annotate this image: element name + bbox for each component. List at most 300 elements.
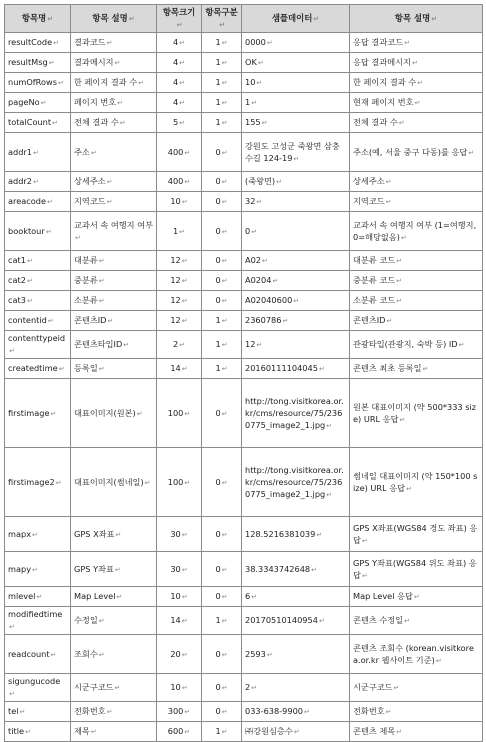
header-item-kind: 항목구분↵: [202, 5, 242, 33]
item-size-cell-text: 12: [170, 275, 181, 285]
sample-data-cell: [242, 587, 350, 607]
sample-data-cell: [242, 113, 350, 133]
item-desc-cell-text: 시군구코드: [74, 682, 114, 692]
cell-end-mark: ↵: [316, 530, 323, 539]
item-desc-cell: [71, 635, 157, 674]
item-size-cell: [157, 674, 202, 702]
item-detail-cell-text: 시군구코드: [353, 682, 393, 692]
cell-end-mark: ↵: [404, 39, 410, 47]
cell-end-mark: ↵: [179, 119, 186, 127]
item-kind-cell-text: 0: [215, 255, 221, 265]
item-desc-cell-text: 소분류: [74, 295, 98, 305]
cell-end-mark: ↵: [385, 708, 392, 716]
table-row: [5, 517, 483, 552]
sample-data-cell: [242, 93, 350, 113]
header-item-name: 항목명↵: [5, 5, 71, 33]
cell-end-mark: ↵: [398, 119, 405, 127]
sample-data-cell: [242, 311, 350, 331]
cell-end-mark: ↵: [90, 728, 97, 736]
sample-data-cell-text: 155: [245, 117, 261, 127]
item-name-cell-text: cat3: [8, 295, 26, 305]
cell-end-mark: ↵: [385, 198, 392, 206]
item-desc-cell: [71, 53, 157, 73]
item-size-cell-text: 12: [170, 295, 181, 305]
item-detail-cell-text: 관광타입(관광지, 숙박 등) ID: [353, 339, 458, 349]
item-desc-cell-text: 주소: [74, 146, 90, 157]
cell-end-mark: ↵: [181, 650, 188, 659]
header-item-detail: 항목 설명↵: [350, 5, 483, 33]
cell-end-mark: ↵: [293, 728, 300, 736]
cell-end-mark: ↵: [184, 178, 191, 186]
sample-data-cell-text: 20160111104045: [245, 363, 318, 373]
cell-end-mark: ↵: [19, 708, 26, 716]
item-kind-cell: [202, 172, 242, 192]
item-kind-cell: [202, 311, 242, 331]
sample-data-cell: [242, 33, 350, 53]
item-name-cell-text: cat2: [8, 275, 26, 285]
item-name-cell: [5, 93, 71, 113]
item-name-cell-text: pageNo: [8, 97, 40, 107]
sample-data-cell: [242, 73, 350, 93]
cell-end-mark: ↵: [98, 297, 105, 305]
sample-data-cell: [242, 448, 350, 517]
item-detail-cell: [350, 53, 483, 73]
cell-end-mark: ↵: [26, 277, 33, 285]
item-size-cell-text: 1: [172, 225, 179, 236]
item-desc-cell: [71, 192, 157, 212]
cell-end-mark: ↵: [114, 59, 121, 67]
item-kind-cell-text: 1: [215, 77, 221, 87]
item-desc-cell-text: 대표이미지(썸네일): [74, 476, 144, 487]
item-size-cell-text: 12: [170, 255, 181, 265]
item-name-cell: [5, 212, 71, 251]
item-desc-cell: [71, 113, 157, 133]
item-name-cell: [5, 251, 71, 271]
cell-end-mark: ↵: [256, 79, 263, 87]
cell-end-mark: ↵: [181, 198, 188, 206]
item-detail-cell-text: 콘텐츠 제목: [353, 726, 396, 736]
sample-data-cell: [242, 212, 350, 251]
sample-data-cell-text: A0204: [245, 275, 272, 285]
item-size-cell-text: 600: [167, 726, 184, 736]
item-detail-cell: [350, 113, 483, 133]
cell-end-mark: ↵: [266, 39, 273, 47]
sample-data-cell-text: 2593: [245, 648, 266, 659]
item-name-cell: [5, 113, 71, 133]
item-size-cell-text: 4: [172, 97, 179, 107]
cell-end-mark: ↵: [435, 656, 442, 665]
cell-end-mark: ↵: [181, 297, 188, 305]
cell-end-mark: ↵: [256, 341, 263, 349]
sample-data-cell: [242, 552, 350, 587]
item-desc-cell-text: Map Level: [74, 591, 116, 601]
cell-end-mark: ↵: [311, 565, 317, 574]
item-name-cell: [5, 311, 71, 331]
table-row: [5, 674, 483, 702]
cell-end-mark: ↵: [221, 148, 228, 157]
item-kind-cell: [202, 607, 242, 635]
item-kind-cell: [202, 359, 242, 379]
cell-end-mark: ↵: [181, 257, 188, 265]
item-name-cell: [5, 33, 71, 53]
item-detail-cell: [350, 212, 483, 251]
item-size-cell-text: 100: [167, 407, 184, 418]
cell-end-mark: ↵: [221, 728, 228, 736]
cell-end-mark: ↵: [32, 530, 38, 539]
item-detail-cell-text: 지역코드: [353, 196, 385, 206]
sample-data-cell: [242, 607, 350, 635]
item-name-cell: [5, 53, 71, 73]
sample-data-cell-text: http://tong.visitkorea.or.kr/cms/resource/75/2360775_image2_1.jpg: [245, 395, 344, 430]
cell-end-mark: ↵: [98, 257, 105, 265]
cell-end-mark: ↵: [221, 178, 228, 186]
item-kind-cell: [202, 251, 242, 271]
item-desc-cell: [71, 379, 157, 448]
item-desc-cell: [71, 722, 157, 742]
cell-end-mark: ↵: [221, 257, 228, 265]
item-detail-cell: [350, 379, 483, 448]
table-row: [5, 552, 483, 587]
item-desc-cell-text: 대분류: [74, 255, 98, 265]
item-desc-cell: [71, 311, 157, 331]
cell-end-mark: ↵: [256, 198, 263, 206]
item-desc-cell: [71, 448, 157, 517]
item-desc-cell: [71, 517, 157, 552]
item-desc-cell: [71, 172, 157, 192]
item-size-cell-text: 4: [172, 77, 179, 87]
item-desc-cell-text: 상세주소: [74, 176, 106, 186]
item-size-cell-text: 2: [172, 339, 179, 349]
item-detail-cell: [350, 587, 483, 607]
cell-end-mark: ↵: [458, 341, 465, 349]
item-desc-cell-text: GPS X좌표: [74, 528, 115, 539]
item-kind-cell: [202, 53, 242, 73]
table-row: [5, 133, 483, 172]
item-detail-cell: [350, 552, 483, 587]
item-detail-cell-text: 원본 대표이미지 (약 500*333 size) URL 응답: [353, 401, 477, 424]
item-kind-cell: [202, 212, 242, 251]
item-desc-cell: [71, 73, 157, 93]
item-size-cell: [157, 359, 202, 379]
sample-data-cell-text: 38.3343742648: [245, 563, 311, 574]
item-desc-cell: [71, 607, 157, 635]
item-detail-cell-text: 한 페이지 결과 수: [353, 77, 417, 87]
item-kind-cell-text: 1: [215, 37, 221, 47]
cell-end-mark: ↵: [411, 59, 418, 67]
sample-data-cell-text: 강원도 고성군 죽왕면 삼충수길 124-19: [245, 140, 340, 163]
item-kind-cell: [202, 271, 242, 291]
cell-end-mark: ↵: [98, 277, 105, 285]
item-name-cell: [5, 291, 71, 311]
cell-end-mark: ↵: [57, 79, 64, 87]
item-kind-cell: [202, 291, 242, 311]
item-kind-cell: [202, 33, 242, 53]
sample-data-cell-text: A02040600: [245, 295, 293, 305]
item-name-cell-text: createdtime: [8, 363, 58, 373]
cell-end-mark: ↵: [181, 565, 188, 574]
cell-end-mark: ↵: [50, 650, 57, 659]
item-name-cell: [5, 674, 71, 702]
item-name-cell-text: resultCode: [8, 37, 53, 47]
header-item-size: 항목크기↵: [157, 5, 202, 33]
cell-end-mark: ↵: [106, 39, 113, 47]
item-kind-cell-text: 0: [215, 146, 221, 157]
table-header-row: [5, 5, 483, 33]
cell-end-mark: ↵: [396, 277, 403, 285]
sample-data-cell-text: 2360786: [245, 315, 282, 325]
item-size-cell-text: 30: [170, 563, 181, 574]
cell-end-mark: ↵: [26, 257, 33, 265]
cell-end-mark: ↵: [25, 728, 31, 736]
sample-data-cell: [242, 271, 350, 291]
item-desc-cell: [71, 291, 157, 311]
item-name-cell: [5, 271, 71, 291]
item-kind-cell-text: 0: [215, 295, 221, 305]
item-size-cell-text: 400: [167, 176, 184, 186]
item-kind-cell-text: 0: [215, 528, 221, 539]
table-row: [5, 311, 483, 331]
item-desc-cell-text: 결과메시지: [74, 57, 114, 67]
sample-data-cell-text: 2: [245, 682, 251, 692]
sample-data-cell: [242, 251, 350, 271]
cell-end-mark: ↵: [106, 708, 113, 716]
table-row: [5, 271, 483, 291]
item-detail-cell: [350, 271, 483, 291]
item-kind-cell-text: 0: [215, 476, 221, 487]
item-name-cell: [5, 172, 71, 192]
item-size-cell-text: 20: [170, 648, 181, 659]
item-desc-cell-text: 전체 결과 수: [74, 117, 119, 127]
item-detail-cell-text: Map Level 응답: [353, 591, 413, 601]
item-name-cell-text: tel: [8, 706, 19, 716]
item-desc-cell: [71, 271, 157, 291]
item-name-cell-text: contentid: [8, 315, 47, 325]
item-detail-cell: [350, 291, 483, 311]
cell-end-mark: ↵: [221, 617, 228, 625]
cell-end-mark: ↵: [221, 341, 228, 349]
table-row: [5, 331, 483, 359]
cell-end-mark: ↵: [179, 59, 186, 67]
cell-end-mark: ↵: [45, 227, 52, 236]
cell-end-mark: ↵: [221, 365, 228, 373]
sample-data-cell: [242, 192, 350, 212]
cell-end-mark: ↵: [221, 650, 228, 659]
item-size-cell-text: 30: [170, 528, 181, 539]
table-row: [5, 359, 483, 379]
item-size-cell-text: 14: [170, 363, 181, 373]
item-detail-cell-text: GPS Y좌표(WGS84 위도 좌표) 응답: [353, 557, 477, 580]
cell-end-mark: ↵: [184, 478, 191, 487]
cell-end-mark: ↵: [115, 530, 122, 539]
cell-end-mark: ↵: [221, 119, 228, 127]
cell-end-mark: ↵: [326, 490, 333, 499]
item-kind-cell-text: 1: [215, 117, 221, 127]
cell-end-mark: ↵: [181, 617, 188, 625]
cell-end-mark: ↵: [181, 593, 188, 601]
item-detail-cell-text: 교과서 속 여행지 여부 (1=여행지, 0=해당없음): [353, 219, 477, 242]
cell-end-mark: ↵: [272, 277, 279, 285]
sample-data-cell: [242, 674, 350, 702]
item-desc-cell-text: 전화번호: [74, 706, 106, 716]
cell-end-mark: ↵: [221, 409, 228, 418]
item-kind-cell-text: 1: [215, 363, 221, 373]
item-name-cell-text: cat1: [8, 255, 26, 265]
cell-end-mark: ↵: [48, 59, 55, 67]
item-name-cell-text: totalCount: [8, 117, 52, 127]
item-name-cell-text: sigungucode: [8, 676, 61, 686]
cell-end-mark: ↵: [393, 684, 400, 692]
item-name-cell-text: mapx: [8, 528, 32, 539]
item-size-cell: [157, 379, 202, 448]
item-detail-cell: [350, 33, 483, 53]
table-row: [5, 212, 483, 251]
header-sample-data: 샘플데이터↵: [242, 5, 350, 33]
item-desc-cell-text: 콘텐츠ID: [74, 315, 107, 325]
item-kind-cell: [202, 73, 242, 93]
table-row: [5, 113, 483, 133]
item-kind-cell: [202, 192, 242, 212]
sample-data-cell-text: OK: [245, 57, 257, 67]
item-size-cell: [157, 172, 202, 192]
item-size-cell-text: 5: [172, 117, 179, 127]
cell-end-mark: ↵: [50, 409, 57, 418]
item-kind-cell-text: 1: [215, 726, 221, 736]
cell-end-mark: ↵: [90, 148, 97, 157]
item-desc-cell: [71, 33, 157, 53]
item-kind-cell-text: 0: [215, 407, 221, 418]
sample-data-cell: [242, 291, 350, 311]
item-name-cell-text: firstimage2: [8, 476, 55, 487]
item-name-cell-text: modifiedtime: [8, 609, 63, 619]
cell-end-mark: ↵: [47, 198, 53, 206]
sample-data-cell: [242, 517, 350, 552]
item-name-cell-text: resultMsg: [8, 57, 48, 67]
sample-data-cell-text: 128.5216381039: [245, 528, 316, 539]
item-size-cell-text: 4: [172, 37, 179, 47]
sample-data-cell: [242, 635, 350, 674]
cell-end-mark: ↵: [468, 148, 475, 157]
sample-data-cell-text: 12: [245, 339, 256, 349]
item-detail-cell: [350, 93, 483, 113]
item-kind-cell: [202, 517, 242, 552]
cell-end-mark: ↵: [251, 593, 258, 601]
item-desc-cell-text: 조회수: [74, 648, 98, 659]
item-name-cell-text: booktour: [8, 225, 45, 236]
item-kind-cell-text: 0: [215, 196, 221, 206]
item-detail-cell-text: 대분류 코드: [353, 255, 396, 265]
item-size-cell: [157, 517, 202, 552]
item-detail-cell-text: 콘텐츠ID: [353, 315, 386, 325]
cell-end-mark: ↵: [386, 317, 393, 325]
item-kind-cell: [202, 552, 242, 587]
sample-data-cell: [242, 53, 350, 73]
item-detail-cell-text: 상세주소: [353, 176, 385, 186]
item-name-cell: [5, 379, 71, 448]
sample-data-cell: [242, 722, 350, 742]
cell-end-mark: ↵: [282, 317, 289, 325]
item-name-cell: [5, 587, 71, 607]
item-desc-cell-text: 중분류: [74, 275, 98, 285]
cell-end-mark: ↵: [251, 99, 258, 107]
cell-end-mark: ↵: [181, 530, 188, 539]
item-name-cell: [5, 552, 71, 587]
cell-end-mark: ↵: [221, 297, 228, 305]
item-detail-cell-text: 응답 결과코드: [353, 37, 404, 47]
item-size-cell: [157, 607, 202, 635]
table-row: [5, 291, 483, 311]
item-detail-cell-text: 콘텐츠 수정일: [353, 615, 404, 625]
cell-end-mark: ↵: [184, 409, 191, 418]
cell-end-mark: ↵: [251, 684, 258, 692]
item-name-cell-text: numOfRows: [8, 77, 57, 87]
item-kind-cell: [202, 587, 242, 607]
cell-end-mark: ↵: [221, 565, 228, 574]
sample-data-cell-text: 32: [245, 196, 256, 206]
table-row: [5, 635, 483, 674]
cell-end-mark: ↵: [33, 148, 39, 157]
cell-end-mark: ↵: [40, 99, 47, 107]
item-size-cell: [157, 291, 202, 311]
item-detail-cell-text: 콘텐츠 최초 등록일: [353, 363, 422, 373]
item-kind-cell-text: 0: [215, 563, 221, 574]
item-kind-cell: [202, 133, 242, 172]
item-desc-cell-text: 대표이미지(원본): [74, 407, 136, 418]
item-detail-cell: [350, 517, 483, 552]
cell-end-mark: ↵: [181, 277, 188, 285]
item-detail-cell-text: GPS X좌표(WGS84 경도 좌표) 응답: [353, 522, 478, 545]
cell-end-mark: ↵: [184, 708, 191, 716]
cell-end-mark: ↵: [221, 478, 228, 487]
cell-end-mark: ↵: [9, 690, 15, 698]
table-row: [5, 607, 483, 635]
item-name-cell-text: firstimage: [8, 407, 50, 418]
item-name-cell: [5, 192, 71, 212]
cell-end-mark: ↵: [114, 565, 121, 574]
item-name-cell: [5, 133, 71, 172]
cell-end-mark: ↵: [119, 119, 126, 127]
item-detail-cell-text: 응답 결과메시지: [353, 57, 411, 67]
item-kind-cell: [202, 379, 242, 448]
cell-end-mark: ↵: [98, 365, 105, 373]
item-size-cell: [157, 722, 202, 742]
sample-data-cell: [242, 359, 350, 379]
cell-end-mark: ↵: [181, 365, 188, 373]
cell-end-mark: ↵: [98, 617, 105, 625]
cell-end-mark: ↵: [9, 347, 15, 355]
cell-end-mark: ↵: [136, 409, 143, 418]
table-row: [5, 53, 483, 73]
item-kind-cell-text: 0: [215, 176, 221, 186]
sample-data-cell-text: ㈜강원심층수: [245, 726, 293, 736]
item-size-cell: [157, 212, 202, 251]
item-detail-cell: [350, 722, 483, 742]
item-size-cell: [157, 448, 202, 517]
item-desc-cell-text: GPS Y좌표: [74, 563, 114, 574]
item-desc-cell: [71, 587, 157, 607]
item-name-cell: [5, 73, 71, 93]
cell-end-mark: ↵: [257, 59, 264, 67]
item-detail-cell-text: 중분류 코드: [353, 275, 396, 285]
item-size-cell-text: 100: [167, 476, 184, 487]
cell-end-mark: ↵: [123, 341, 130, 349]
item-detail-cell-text: 주소(예, 서울 중구 다동)를 응답: [353, 146, 468, 157]
cell-end-mark: ↵: [221, 708, 228, 716]
item-name-cell-text: mapy: [8, 563, 32, 574]
item-size-cell: [157, 552, 202, 587]
item-size-cell-text: 10: [170, 591, 181, 601]
item-desc-cell-text: 콘텐츠타입ID: [74, 339, 123, 349]
item-desc-cell: [71, 552, 157, 587]
